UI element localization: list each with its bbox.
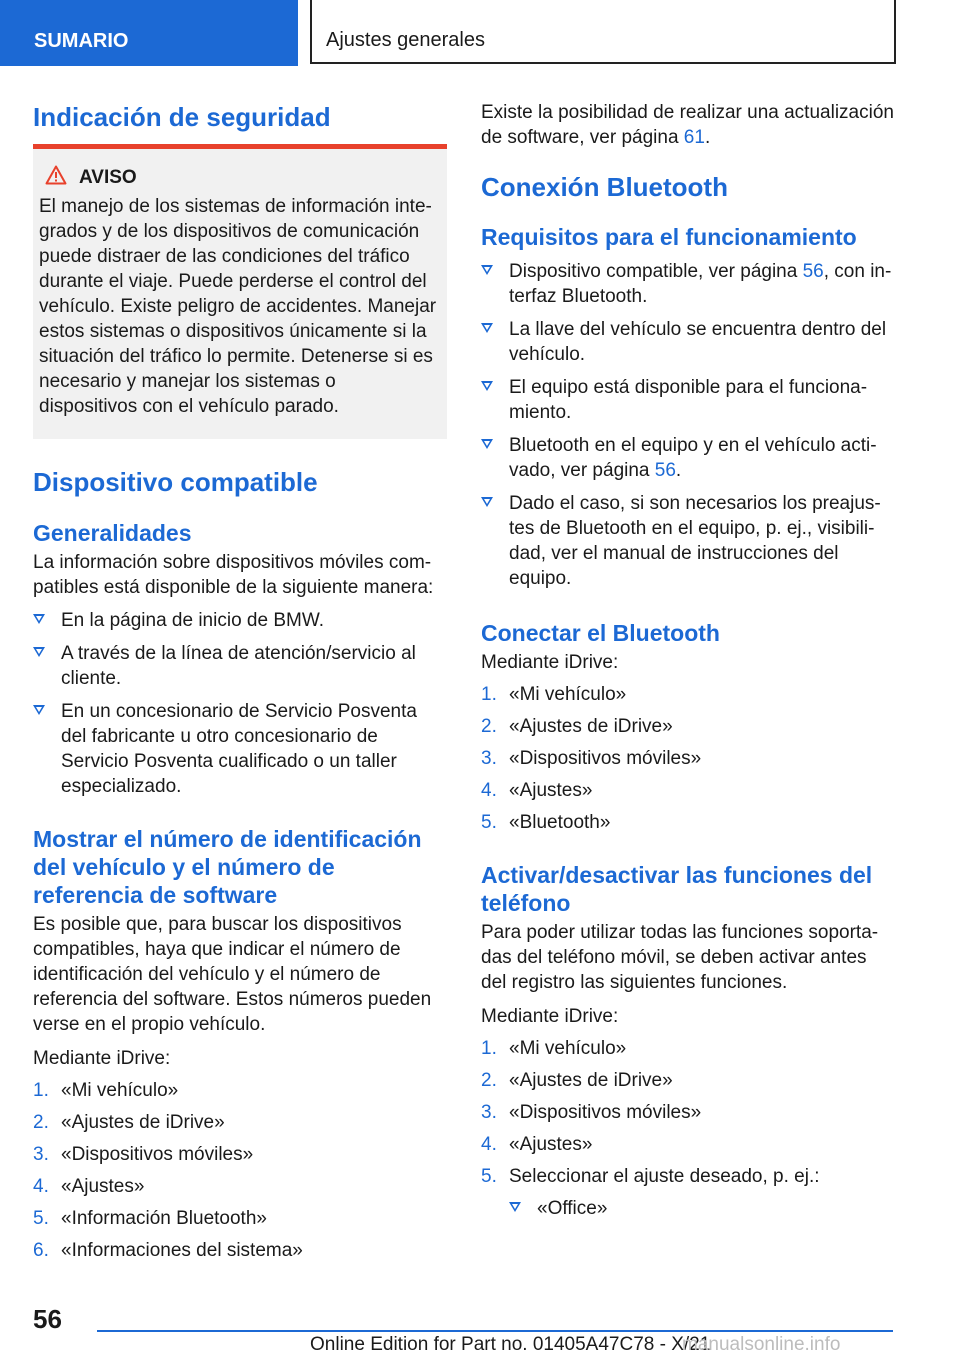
step-item: 1. «Mi vehículo» <box>33 1080 179 1101</box>
page-link[interactable]: 61 <box>683 127 705 148</box>
subheading-vin: Mostrar el número de identificación del vehículo y el número de referencia de software <box>33 826 422 908</box>
triangle-bullet-icon <box>33 647 45 657</box>
triangle-bullet-icon <box>481 497 493 507</box>
subheading-general: Generalidades <box>33 520 192 546</box>
subheading-requirements: Requisitos para el funcionamiento <box>481 224 857 250</box>
vin-text: Es posible que, para buscar los dispositivos compatibles, haya que indicar el número de identificación del vehículo y el número de referencia del software. Estos números pueden verse en el propio vehículo. <box>33 914 432 1035</box>
heading-safety: Indicación de seguridad <box>33 102 331 132</box>
warning-title: AVISO <box>79 166 137 188</box>
right-column <box>481 100 896 1221</box>
subheading-phone-functions: Activar/desactivar las funciones del teléfono <box>481 862 873 916</box>
page-link[interactable]: 56 <box>654 460 676 481</box>
list-item: La llave del vehículo se encuentra dentro del vehículo. <box>481 317 896 367</box>
step-item: 1. «Mi vehículo» <box>481 1038 627 1059</box>
triangle-bullet-icon <box>509 1202 521 1212</box>
vin-steps <box>33 1078 447 1263</box>
general-bullet-list <box>33 608 447 799</box>
edition-text: Online Edition for Part no. 01405A47C78 - X/21 <box>310 1334 711 1355</box>
step-item: 3. «Dispositivos móviles» <box>33 1144 254 1165</box>
page-footer <box>0 1290 960 1362</box>
sumario-tab[interactable]: SUMARIO <box>0 0 298 66</box>
step-item: 4. «Ajustes» <box>481 780 593 801</box>
list-item: A través de la línea de atención/servicio al cliente. <box>33 641 447 691</box>
step-item: 2. «Ajustes de iDrive» <box>33 1112 225 1133</box>
vin-idrive-label: Mediante iDrive: <box>33 1048 171 1069</box>
list-item: En la página de inicio de BMW. <box>33 608 447 633</box>
watermark: manualsonline.info <box>682 1334 841 1355</box>
triangle-bullet-icon <box>481 265 493 275</box>
triangle-bullet-icon <box>481 323 493 333</box>
left-column <box>33 100 447 1263</box>
phone-sub-bullets <box>509 1196 896 1221</box>
step-item: 4. «Ajustes» <box>481 1134 593 1155</box>
list-item: En un concesionario de Servicio Posventa del fabricante u otro concesionario de Servicio Posventa cualificado o un taller especializado. <box>33 699 447 799</box>
step-item: 5. Seleccionar el ajuste deseado, p. ej.: «Office» <box>481 1164 896 1221</box>
top-navigation <box>0 0 960 66</box>
step-item: 5. «Información Bluetooth» <box>33 1208 267 1229</box>
warning-box <box>33 149 447 439</box>
page-link[interactable]: 56 <box>802 261 824 282</box>
step-item: 4. «Ajustes» <box>33 1176 145 1197</box>
step-item: 3. «Dispositivos móviles» <box>481 748 702 769</box>
page-number: 56 <box>33 1304 62 1334</box>
step-item: 3. «Dispositivos móviles» <box>481 1102 702 1123</box>
list-item: El equipo está disponible para el funcionamiento. <box>481 375 896 425</box>
heading-bluetooth: Conexión Bluetooth <box>481 172 728 202</box>
connect-idrive-label: Mediante iDrive: <box>481 652 619 673</box>
warning-triangle-icon <box>45 165 67 190</box>
phone-text: Para poder utilizar todas las funciones soportadas del teléfono móvil, se deben activar antes del registro las siguientes funciones. <box>481 922 879 993</box>
heading-compatible-device: Dispositivo compatible <box>33 467 318 497</box>
update-intro: Existe la posibilidad de realizar una actualización de software, ver página 61. <box>481 102 894 148</box>
list-item: Bluetooth en el equipo y en el vehículo activado, ver página 56. <box>481 433 896 483</box>
footer-divider <box>97 1330 893 1332</box>
triangle-bullet-icon <box>481 439 493 449</box>
list-item: Dado el caso, si son necesarios los preajustes de Bluetooth en el equipo, p. ej., visibilidad, ver el manual de instrucciones del equipo. <box>481 491 896 591</box>
list-item: Dispositivo compatible, ver página 56, con interfaz Bluetooth. <box>481 259 896 309</box>
connect-steps <box>481 682 896 835</box>
step-item: 5. «Bluetooth» <box>481 812 611 833</box>
general-text: La información sobre dispositivos móviles compatibles está disponible de la siguiente manera: <box>33 552 434 598</box>
triangle-bullet-icon <box>33 705 45 715</box>
warning-text: El manejo de los sistemas de información integrados y de los dispositivos de comunicación puede distraer de las condiciones del tráfico durante el viaje. Puede perderse el control del vehículo. Existe peligro de accidentes. Manejar estos sistemas o dispositivos únicamente si la situación del tráfico lo permite. Detenerse si es necesario y manejar los sistemas o dispositivos con el vehículo parado. <box>39 196 437 417</box>
step-item: 2. «Ajustes de iDrive» <box>481 1070 673 1091</box>
phone-idrive-label: Mediante iDrive: <box>481 1006 619 1027</box>
list-item: «Office» <box>509 1196 896 1221</box>
step-item: 6. «Informaciones del sistema» <box>33 1240 303 1261</box>
subheading-connect-bluetooth: Conectar el Bluetooth <box>481 620 720 646</box>
triangle-bullet-icon <box>481 381 493 391</box>
step-item: 2. «Ajustes de iDrive» <box>481 716 673 737</box>
requirements-bullet-list <box>481 259 896 591</box>
step-item: 1. «Mi vehículo» <box>481 684 627 705</box>
triangle-bullet-icon <box>33 614 45 624</box>
section-title-tab[interactable]: Ajustes generales <box>310 0 896 64</box>
phone-steps <box>481 1036 896 1221</box>
